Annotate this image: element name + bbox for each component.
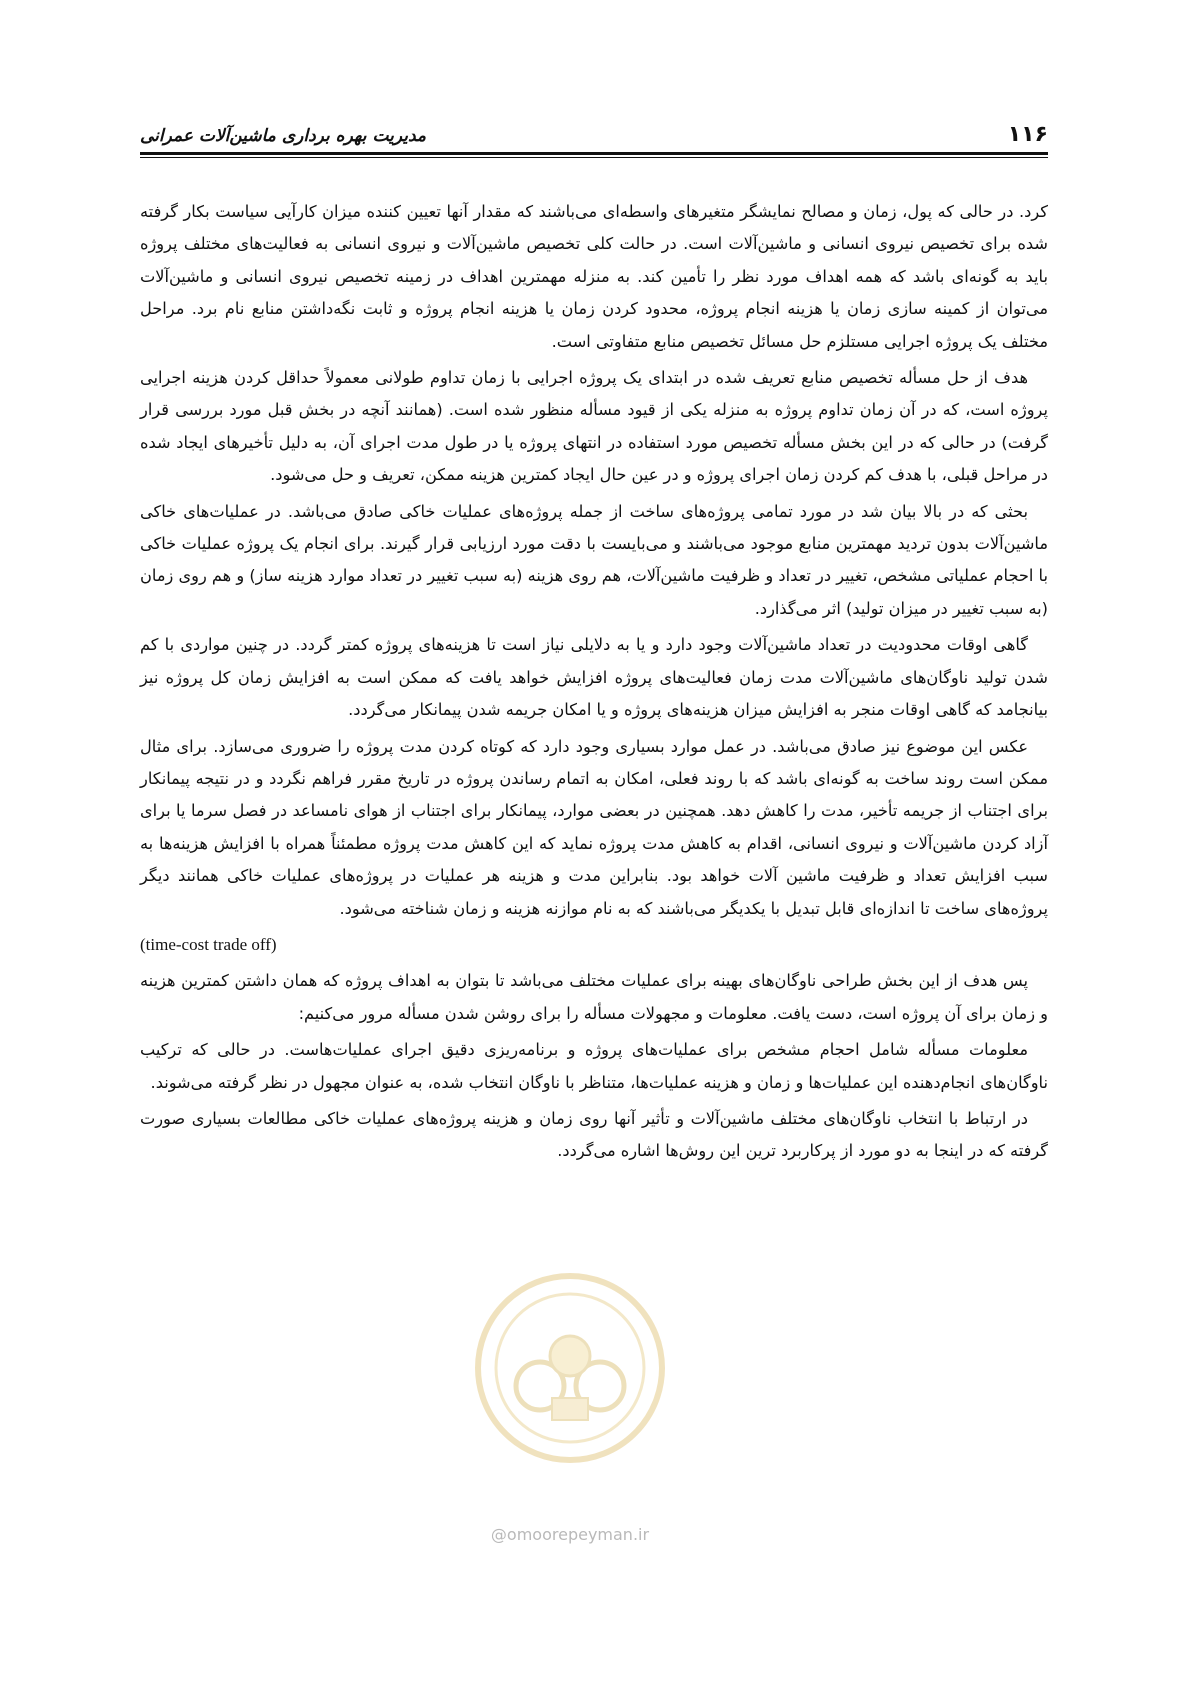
running-title: مدیریت بهره برداری ماشین‌آلات عمرانی <box>140 126 427 146</box>
body-text <box>140 196 1048 1172</box>
paragraph-2: هدف از حل مسأله تخصیص منابع تعریف شده در ابتدای یک پروژه اجرایی با زمان تداوم طولانی معمولاً حداقل کردن هزینه اجرایی پروژه است، که در آن زمان تداوم پروژه به منزله یکی از قیود مسأله منظور شده است. (همانند آنچه در بخش قبل مورد بررسی قرار گرفت) در حالی که در این بخش مسأله تخصیص مورد استفاده در انتهای پروژه یا در طول مدت اجرای آن، به دلیل تأخیرهای ایجاد شده در مراحل قبلی، با هدف کم کردن زمان اجرای پروژه و در عین حال ایجاد کمترین هزینه ممکن، تعریف و حل می‌شود. <box>140 368 1048 485</box>
watermark-text: @omoorepeyman.ir <box>490 1525 650 1544</box>
english-term: (time-cost trade off) <box>140 934 277 954</box>
paragraph-6: پس هدف از این بخش طراحی ناوگان‌های بهینه برای عملیات مختلف می‌باشد تا بتوان به اهداف پروژه که همان داشتن کمترین هزینه و زمان برای آن پروژه است، دست یافت. معلومات و مجهولات مسأله را برای روشن شدن مسأله مرور می‌کنیم: <box>140 971 1048 1023</box>
page-header <box>140 112 1048 156</box>
paragraph-7: معلومات مسأله شامل احجام مشخص برای عملیات‌های پروژه و برنامه‌ریزی دقیق اجرای عملیات‌هاست. در حالی که ترکیب ناوگان‌های انجام‌دهنده این عملیات‌ها و زمان و هزینه عملیات‌ها، متناظر با ناوگان انتخاب شده، به عنوان مجهول در نظر گرفته می‌شوند. <box>140 1040 1048 1092</box>
paragraph-5: عکس این موضوع نیز صادق می‌باشد. در عمل موارد بسیاری وجود دارد که کوتاه کردن مدت پروژه را ضروری می‌سازد. برای مثال ممکن است روند ساخت به گونه‌ای باشد که با روند فعلی، امکان به اتمام رساندن پروژه در تاریخ مقرر فراهم نگردد و در نتیجه پیمانکار برای اجتناب از جریمه تأخیر، مدت را کاهش دهد. همچنین در بعضی موارد، پیمانکار برای اجتناب از هوای نامساعد در فصل سرما یا برای آزاد کردن ماشین‌آلات و نیروی انسانی، اقدام به کاهش مدت پروژه نماید که این کاهش مدت پروژه مطمئناً همراه با افزایش هزینه‌ها به سبب افزایش تعداد و ظرفیت ماشین آلات خواهد بود. بنابراین مدت و هزینه هر عملیات در پروژه‌های عملیات خاکی همانند دیگر پروژه‌های ساخت تا اندازه‌ای قابل تبدیل با یکدیگر می‌باشند که به نام موازنه هزینه و زمان شناخته می‌شود. <box>140 736 1048 918</box>
paragraph-4: گاهی اوقات محدودیت در تعداد ماشین‌آلات وجود دارد و یا به دلایلی نیاز است تا هزینه‌های پروژه کمتر گردد. در چنین مواردی با کم شدن تولید ناوگان‌های ماشین‌آلات مدت زمان فعالیت‌های پروژه افزایش خواهد یافت که ممکن است به افزایش زمان کل پروژه نیز بیانجامد که گاهی اوقات منجر به افزایش میزان هزینه‌های پروژه و یا امکان جریمه شدن پیمانکار می‌گردد. <box>140 635 1048 720</box>
header-rule <box>140 152 1048 155</box>
paragraph-5-term-line <box>140 929 1048 961</box>
watermark-seal-icon <box>470 1268 670 1468</box>
paragraph-8: در ارتباط با انتخاب ناوگان‌های مختلف ماشین‌آلات و تأثیر آنها روی زمان و هزینه پروژه‌های عملیات خاکی مطالعات بسیاری صورت گرفته که در اینجا به دو مورد از پرکاربرد ترین این روش‌ها اشاره می‌گردد. <box>140 1108 1048 1161</box>
page-number: ۱۱۶ <box>1007 122 1048 147</box>
paragraph-1: کرد. در حالی که پول، زمان و مصالح نمایشگر متغیرهای واسطه‌ای می‌باشند که مقدار آنها تعیین کننده میزان کارآیی سیاست بکار گرفته شده برای تخصیص نیروی انسانی و ماشین‌آلات است. در حالت کلی تخصیص ماشین‌آلات و نیروی انسانی به فعالیت‌های مختلف پروژه باید به گونه‌ای باشد که همه اهداف مورد نظر را تأمین کند. به منزله مهمترین اهداف در زمینه تخصیص نیروی انسانی و ماشین‌آلات می‌توان از کمینه سازی زمان یا هزینه انجام پروژه، محدود کردن زمان یا هزینه انجام پروژه و ثابت نگه‌داشتن منابع نام برد. مراحل مختلف یک پروژه اجرایی مستلزم حل مسائل تخصیص منابع متفاوتی است. <box>140 202 1048 351</box>
header-rule-thin <box>140 157 1048 158</box>
paragraph-3: بحثی که در بالا بیان شد در مورد تمامی پروژه‌های ساخت از جمله پروژه‌های عملیات خاکی صادق می‌باشد. در عملیات‌های خاکی ماشین‌آلات بدون تردید مهمترین منابع موجود می‌باشند و می‌بایست با دقت مورد ارزیابی قرار گیرند. برای انجام یک پروژه عملیات خاکی با احجام عملیاتی مشخص، تغییر در تعداد و ظرفیت ماشین‌آلات، هم روی هزینه (به سبب تغییر در تعداد موارد هزینه ساز) و هم روی زمان (به سبب تغییر در میزان تولید) اثر می‌گذارد. <box>140 501 1048 618</box>
